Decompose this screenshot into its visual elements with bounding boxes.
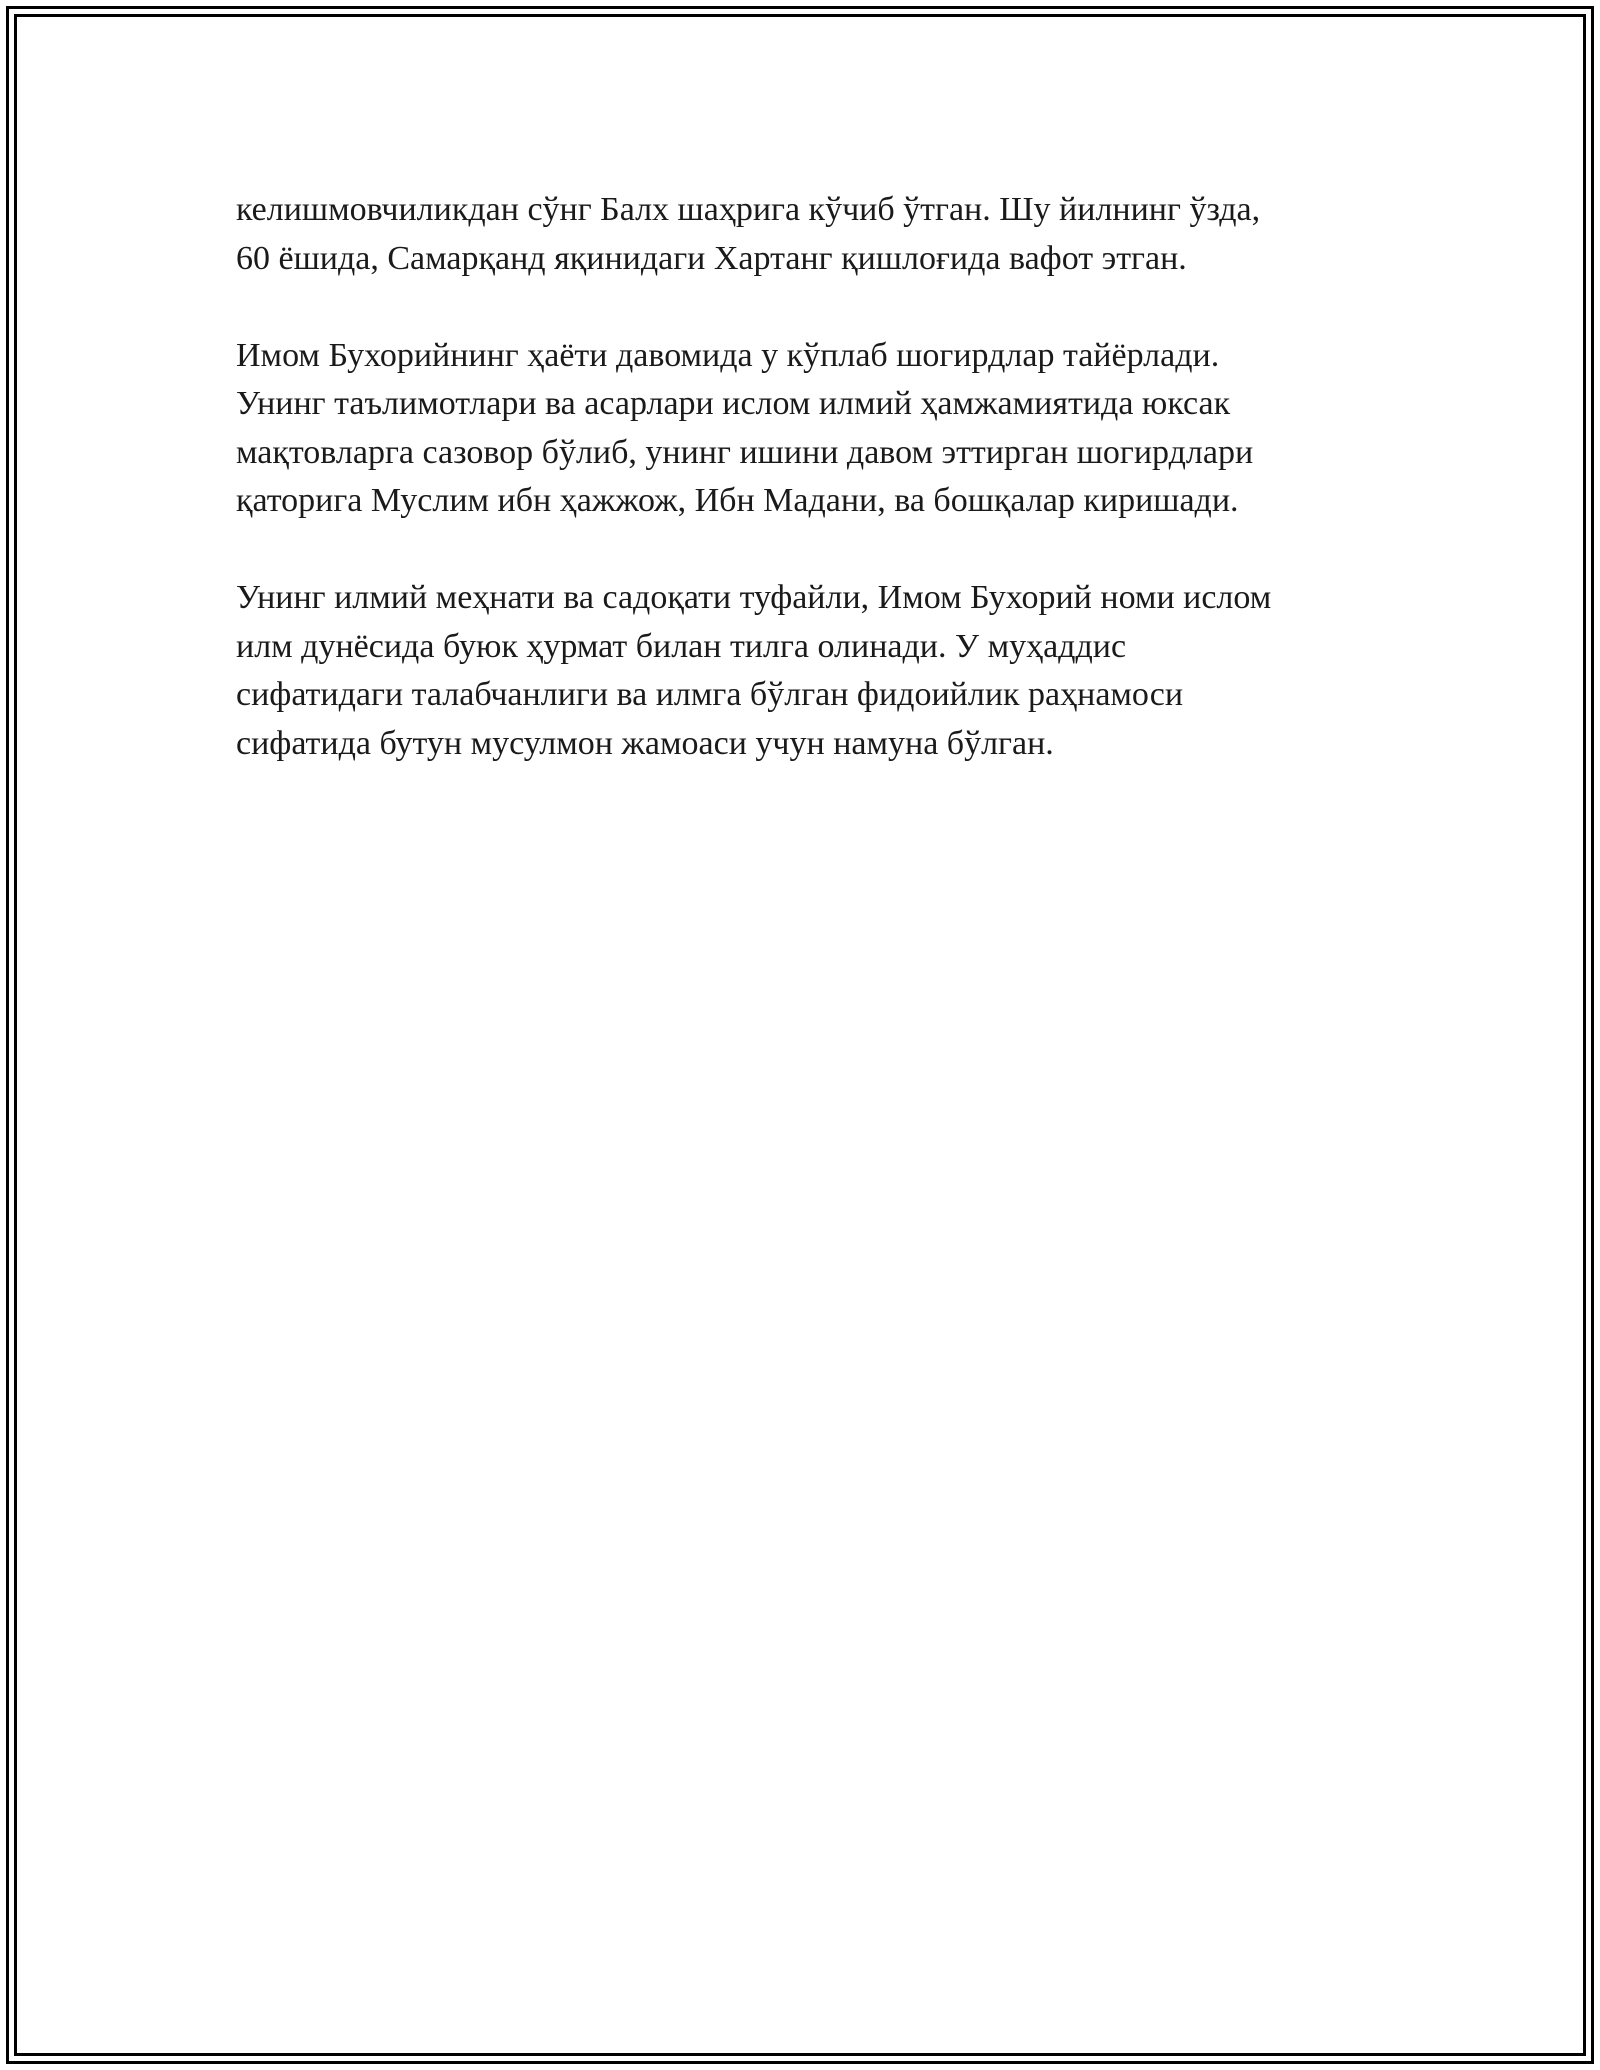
paragraph [236,332,1386,526]
text-line: сифатидаги талабчанлиги ва илмга бўлган фидоийлик раҳнамоси [236,676,1184,713]
text-line: сифатида бутун мусулмон жамоаси учун намуна бўлган. [236,724,1054,762]
paragraph [236,574,1386,768]
paragraph [236,186,1386,283]
document-body [236,186,1386,817]
text-line: Унинг илмий меҳнати ва садоқати туфайли, Имом Бухорий номи ислом [236,579,1272,616]
text-line: Имом Бухорийнинг ҳаёти давомида у кўплаб шогирдлар тайёрлади. [236,336,1220,374]
text-line: Унинг таълимотлари ва асарлари ислом илмий ҳамжамиятида юксак [236,385,1231,422]
text-line: келишмовчиликдан сўнг Балх шаҳрига кўчиб ўтган. Шу йилнинг ўзда, [236,191,1261,228]
text-line: қаторига Муслим ибн ҳажжож, Ибн Мадани, ва бошқалар киришади. [236,482,1239,519]
text-line: илм дунёсида буюк ҳурмат билан тилга олинади. У муҳаддис [236,627,1127,665]
text-line: 60 ёшида, Самарқанд яқинидаги Хартанг қишлоғида вафот этган. [236,239,1187,277]
text-line: мақтовларга сазовор бўлиб, унинг ишини давом эттирган шогирдлари [236,433,1254,471]
